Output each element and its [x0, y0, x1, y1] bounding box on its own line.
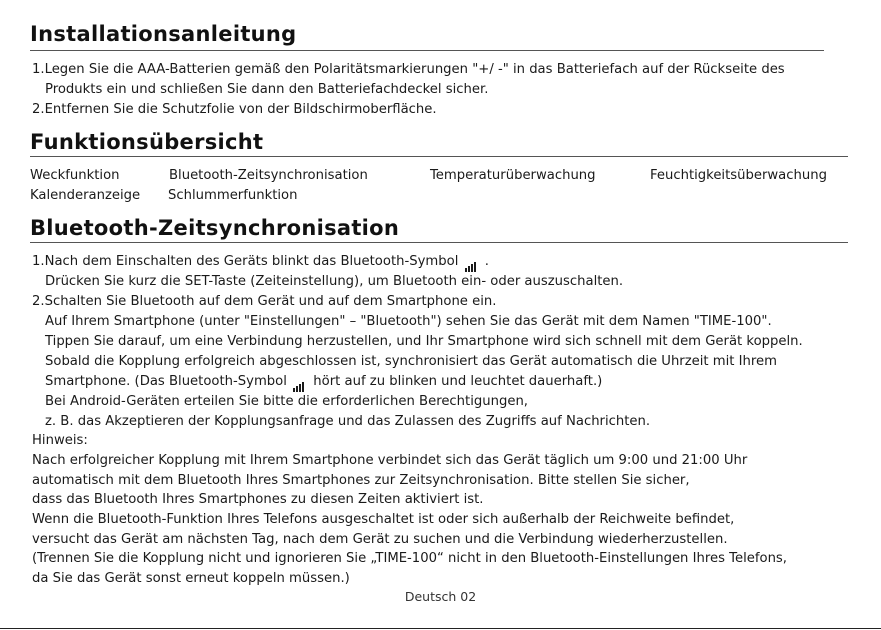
- bt-step-2-detail-3: Sobald die Kopplung erfolgreich abgeschlossen ist, synchronisiert das Gerät automatisch die Uhrzeit mit Ihrem: [45, 354, 778, 369]
- features-heading: Funktionsübersicht: [30, 130, 264, 154]
- bt-step-1: [32, 252, 489, 272]
- feature-snooze: Schlummerfunktion: [168, 188, 298, 203]
- note-line-7: da Sie das Gerät sonst erneut koppeln müssen.): [32, 571, 350, 586]
- note-line-2: automatisch mit dem Bluetooth Ihres Smartphones zur Zeitsynchronisation. Bitte stellen Sie sicher,: [32, 473, 690, 488]
- install-step-1-cont: Produkts ein und schließen Sie dann den Batteriefachdeckel sicher.: [45, 82, 489, 97]
- note-line-3: dass das Bluetooth Ihres Smartphones zu diesen Zeiten aktiviert ist.: [32, 492, 484, 507]
- note-line-6: (Trennen Sie die Kopplung nicht und ignorieren Sie „TIME-100“ nicht in den Bluetooth-Einstellungen Ihres Telefons,: [32, 551, 787, 566]
- feature-bt-sync: Bluetooth-Zeitsynchronisation: [169, 168, 368, 183]
- bt-step-2-detail-1: Auf Ihrem Smartphone (unter "Einstellungen" – "Bluetooth") sehen Sie das Gerät mit dem Namen "TIME-100".: [45, 314, 772, 329]
- bt-step-2: 2.Schalten Sie Bluetooth auf dem Gerät und auf dem Smartphone ein.: [32, 294, 497, 309]
- feature-temperature: Temperaturüberwachung: [430, 168, 596, 183]
- bt-step-1-end: .: [484, 254, 489, 269]
- features-heading-rule: [30, 156, 848, 157]
- bt-step-2-detail-4-pre: Smartphone. (Das Bluetooth-Symbol: [45, 374, 287, 389]
- bt-step-2-detail-2: Tippen Sie darauf, um eine Verbindung herzustellen, und Ihr Smartphone wird sich schnell mit dem Gerät koppeln.: [45, 334, 803, 349]
- bluetooth-signal-icon: [465, 252, 479, 262]
- install-heading: Installationsanleitung: [30, 22, 297, 46]
- note-line-1: Nach erfolgreicher Kopplung mit Ihrem Smartphone verbindet sich das Gerät täglich um 9:00 und 21:00 Uhr: [32, 453, 748, 468]
- bt-step-1-text: 1.Nach dem Einschalten des Geräts blinkt das Bluetooth-Symbol: [32, 254, 459, 269]
- bt-step-2-detail-4: [45, 372, 602, 392]
- note-line-5: versucht das Gerät am nächsten Tag, nach dem Gerät zu suchen und die Verbindung wiederherzustellen.: [32, 532, 728, 547]
- feature-calendar: Kalenderanzeige: [30, 188, 141, 203]
- feature-humidity: Feuchtigkeitsüberwachung: [650, 168, 827, 183]
- bluetooth-heading-rule: [30, 242, 848, 243]
- bt-android-note-cont: z. B. das Akzeptieren der Kopplungsanfrage und das Zulassen des Zugriffs auf Nachrichten.: [45, 414, 651, 429]
- note-line-4: Wenn die Bluetooth-Funktion Ihres Telefons ausgeschaltet ist oder sich außerhalb der Reichweite befindet,: [32, 512, 735, 527]
- feature-alarm: Weckfunktion: [30, 168, 120, 183]
- bt-step-1-detail: Drücken Sie kurz die SET-Taste (Zeiteinstellung), um Bluetooth ein- oder auszuschalten.: [45, 274, 624, 289]
- page-footer: Deutsch 02: [404, 589, 477, 604]
- bt-android-note: Bei Android-Geräten erteilen Sie bitte die erforderlichen Berechtigungen,: [45, 394, 528, 409]
- install-step-2: 2.Entfernen Sie die Schutzfolie von der Bildschirmoberfläche.: [32, 102, 437, 117]
- bottom-edge-rule: [0, 628, 881, 629]
- bluetooth-signal-icon-steady: [293, 372, 307, 382]
- bluetooth-heading: Bluetooth-Zeitsynchronisation: [30, 216, 400, 240]
- bt-step-2-detail-4-post: hört auf zu blinken und leuchtet dauerhaft.): [313, 374, 603, 389]
- install-step-1: 1.Legen Sie die AAA-Batterien gemäß den Polaritätsmarkierungen "+/ -" in das Batteriefach auf der Rückseite des: [32, 62, 785, 77]
- note-label: Hinweis:: [32, 433, 88, 448]
- install-heading-rule: [30, 50, 824, 51]
